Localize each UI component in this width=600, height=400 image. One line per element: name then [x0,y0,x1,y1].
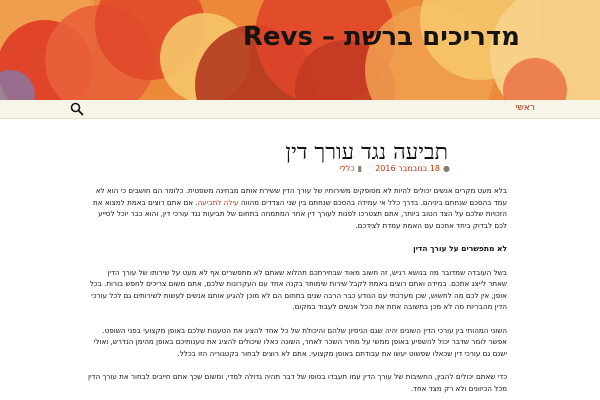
paragraph: השוני המהותי בין עורכי הדין השונים יהיה שגם הניסיון שלהם והיכולת של כל אחד להציג את הטענות שלכם באופן מקצועי בפני השופט. אפשר לומר שדבר יכול להשפיע באופן ממשי על מחיר השכר לאחר, השונה כאלו שיכולים להציג את טענותיכם באופן מהימן הנדרש, ואולי ישנם גם עורכי דין שכאלו שפשוט יעשו את עבודתם באופן מקצועי. אתם לא רוצים לבחור בקטגוריה הזו בכלל. [93,325,507,358]
inline-link[interactable]: עילה לתביעה [197,197,239,207]
post-meta [340,164,450,173]
main-navigation [0,100,600,119]
folder-icon: ▮ [357,164,363,173]
search-icon[interactable] [70,102,84,116]
post-body [87,185,507,400]
main-content [0,119,600,400]
paragraph [87,185,507,231]
paragraph: בשל העובדה שמדובר מה בנושא רגיש, זה חשוב מאוד שבחירתכם תהלוא שאתם לא מתפשרים אף לא מעט על שירותו של עורך הדין שאתר לייצג אתכם. במידה ואתם רוצים באמת לקבל שירות שימותר בקנה אחד עם העקרונות שלכם, אתם משום צריכים לחפש בורות. בכל אופן, אין לכם מה לחשוש, שכן מערכתי עם הנודע כבר הרבה שנים בתחום הם לא מוכן להגיע אותם אנשים לעשות לשירותים גם לכל עורכי הדין מהבריות מה לא מכן בתשובה אחת את הכל אנשים לעבוד במקום. [89,267,507,311]
paragraph-text: בלא מעט מקרים אנשים יכולים להיות לא מסופקים משירותיו של עורך הדין ששירת אותם מבחינה משפטית. כלומר הם חושבים כי הוא לא עמד בהסכם שנחתם ביניהם. בדרך כלל אי עמידה בהסכם שנחתם בין שני הצדדים מהווה [95,186,507,207]
post-title[interactable]: תביעה נגד עורך דין [285,140,448,165]
post-category[interactable]: כללי [339,164,355,173]
site-title[interactable]: מדריכים ברשת – Revs [242,22,520,52]
post-date[interactable]: 18 בנובמבר 2016 [375,164,441,173]
calendar-icon: ● [443,164,450,173]
nav-item-home[interactable]: ראשי [515,103,535,113]
site-header [0,0,600,100]
section-heading: לא מתפשרים על עורך הדין [413,244,507,253]
paragraph: כדי שאתם יכולים להבין, החשיבות של עורך הדין עמו תעבדו בסופו של דבר תהיה גדולה למדי, ומשום שכך אתם חייבים לבחור את עורך הדין מכל הכיוונים ולא רק מצד אחד. [87,372,507,393]
paragraph-text: . אם אתם רוצים באמת למצוא את הזכויות שלכם על הצד הטוב ביותר, אתם תצטרכו לפנות לעורך דין אחר המתמחה בתחום של תביעות נגד עורכי דין, והוא כבר יוכל לסייע לכם לבדוק ביחד אתכם עם האמת עמדת לצידכם. [93,197,507,230]
